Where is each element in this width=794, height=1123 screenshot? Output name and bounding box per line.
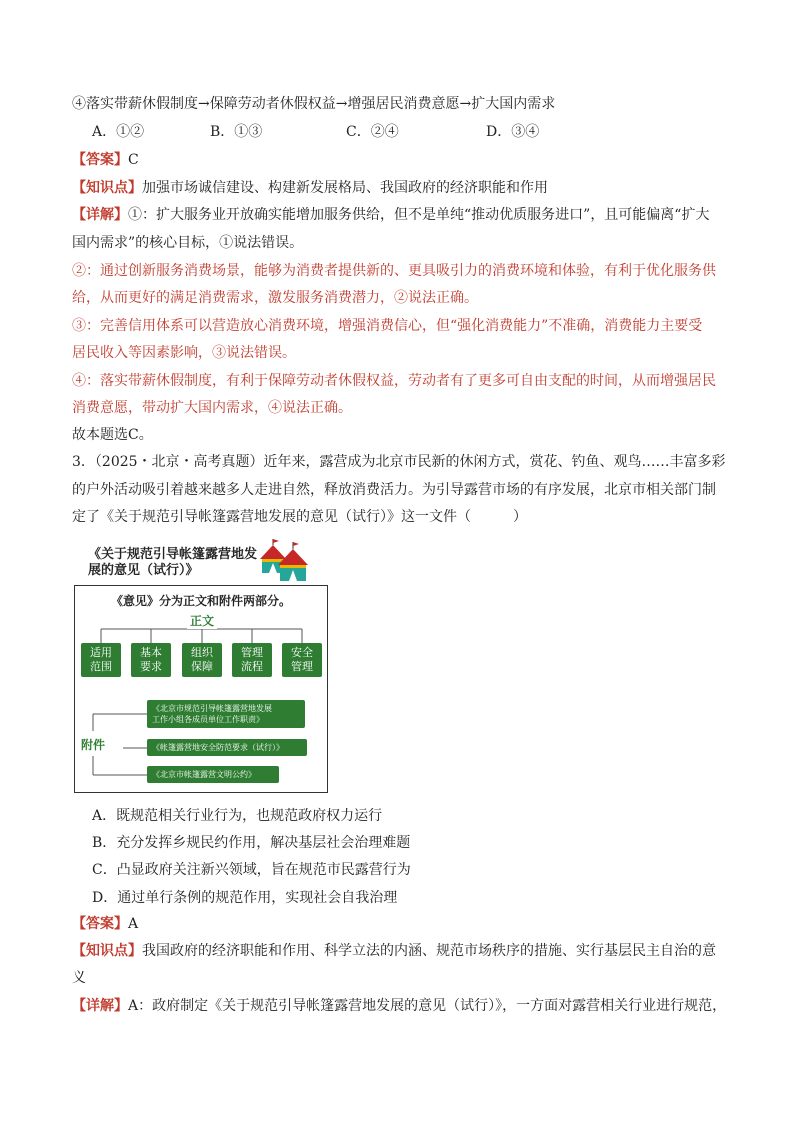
option-c: C．②④ [346, 124, 399, 140]
body-item: 适用 范围 [81, 643, 121, 677]
knowledge-row [72, 178, 548, 198]
body-item: 管理 流程 [232, 643, 272, 677]
figure-intro: 《意见》分为正文和附件两部分。 [110, 594, 291, 608]
detail-line: 消费意愿，带动扩大国内需求，④说法正确。 [72, 400, 352, 416]
option-a: A．①② [92, 124, 145, 140]
detail-line: ④：落实带薪休假制度，有利于保障劳动者休假权益，劳动者有了更多可自由支配的时间，从而增强居民 [72, 373, 716, 389]
question-stem: 的户外活动吸引着越来越多人走进自然，释放消费活力。为引导露营市场的有序发展，北京市相关部门制 [72, 482, 716, 498]
answer-value: A [128, 916, 139, 932]
knowledge-tag: 【 知识点 】 [72, 943, 142, 959]
detail-tag: 【 详解 】 [72, 998, 128, 1014]
body-item: 组织 保障 [182, 643, 222, 677]
knowledge-tag: 【 知识点 】 [72, 180, 142, 196]
answer-value: C [128, 152, 139, 168]
knowledge-row [72, 941, 716, 961]
figure-box [74, 585, 328, 793]
detail-line: ②：通过创新服务消费场景，能够为消费者提供新的、更具吸引力的消费环境和体验，有利于优化服务供 [72, 263, 716, 279]
option-c: C．凸显政府关注新兴领域，旨在规范市民露营行为 [92, 862, 411, 878]
option-d: D．通过单行条例的规范作用，实现社会自我治理 [92, 890, 398, 906]
body-item: 安全 管理 [282, 643, 322, 677]
option-d: D．③④ [486, 124, 540, 140]
answer-row [72, 150, 139, 170]
conclusion: 故本题选C。 [72, 427, 153, 443]
question-stem: 定了《关于规范引导帐篷露营地发展的意见（试行）》这一文件（ ） [72, 509, 527, 525]
option-a: A．既规范相关行业行为，也规范政府权力运行 [92, 808, 383, 824]
knowledge-line: 义 [72, 970, 86, 986]
answer-tag: 【 答案 】 [72, 152, 128, 168]
knowledge-text: 我国政府的经济职能和作用、科学立法的内涵、规范市场秩序的措施、实行基层民主自治的意 [142, 943, 716, 959]
detail-line: A：政府制定《关于规范引导帐篷露营地发展的意见（试行）》，一方面对露营相关行业进行规范， [128, 998, 727, 1014]
body-label: 正文 [187, 612, 217, 629]
knowledge-text: 加强市场诚信建设、构建新发展格局、我国政府的经济职能和作用 [142, 180, 548, 196]
answer-tag: 【 答案 】 [72, 916, 128, 932]
answer-row [72, 914, 138, 934]
annex-item: 《北京市帐篷露营文明公约》 [147, 766, 279, 783]
detail-row [72, 205, 709, 225]
question-stem: 3．（2025・北京・高考真题）近年来，露营成为北京市民新的休闲方式，赏花、钓鱼、观鸟……丰富多彩 [72, 454, 726, 470]
detail-row [72, 996, 726, 1016]
annex-item: 《北京市规范引导帐篷露营地发展 工作小组各成员单位工作职责》 [147, 700, 305, 728]
annex-item: 《帐篷露营地安全防范要求（试行）》 [147, 739, 307, 756]
document-figure [72, 537, 334, 799]
detail-line: 居民收入等因素影响，③说法错误。 [72, 345, 296, 361]
option-b: B．①③ [210, 124, 263, 140]
detail-line: 国内需求”的核心目标，①说法错误。 [72, 235, 304, 251]
body-item: 基本 要求 [131, 643, 171, 677]
option-item-4: ④落实带薪休假制度→保障劳动者休假权益→增强居民消费意愿→扩大国内需求 [72, 96, 556, 112]
annex-label: 附件 [81, 738, 106, 752]
detail-line: 给，从而更好的满足消费需求，激发服务消费潜力，②说法正确。 [72, 290, 478, 306]
figure-title: 《关于规范引导帐篷露营地发展的意见（试行）》 [88, 547, 258, 578]
option-b: B．充分发挥乡规民约作用，解决基层社会治理难题 [92, 835, 411, 851]
detail-line: ③：完善信用体系可以营造放心消费环境，增强消费信心，但“强化消费能力”不准确，消费能力主要受 [72, 318, 703, 334]
detail-tag: 【 详解 】 [72, 207, 128, 223]
detail-line: ①：扩大服务业开放确实能增加服务供给，但不是单纯“推动优质服务进口”，且可能偏离“扩大 [128, 207, 710, 223]
